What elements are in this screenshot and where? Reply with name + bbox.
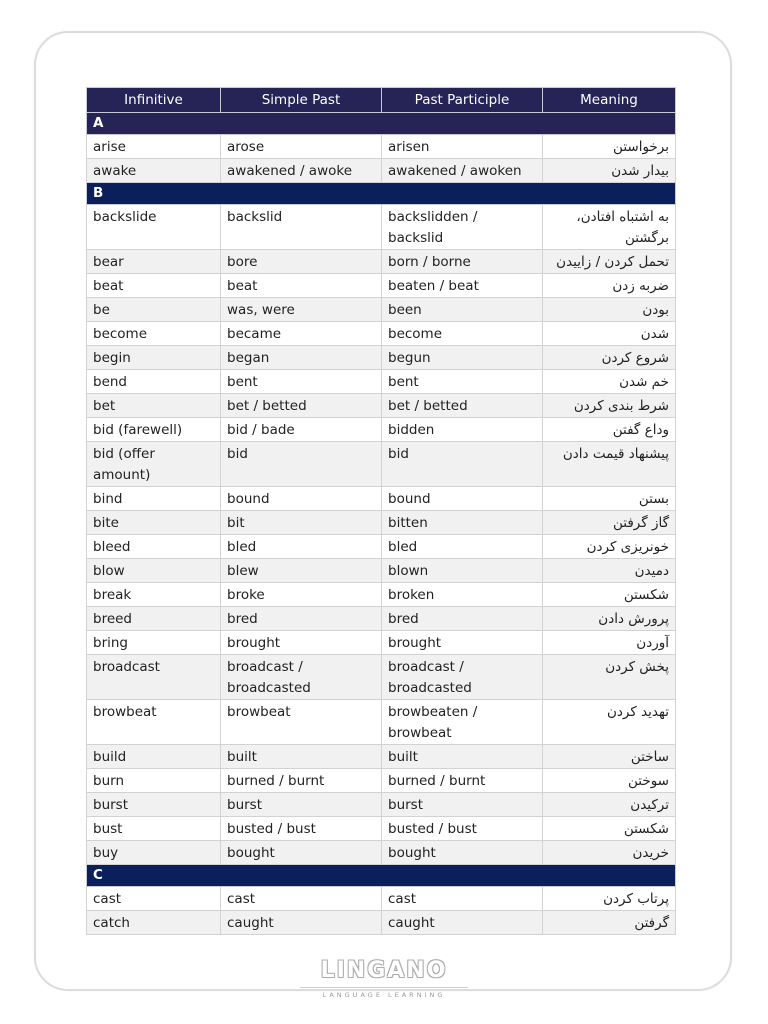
cell-infinitive: breed — [87, 607, 221, 631]
cell-meaning: ساختن — [543, 745, 676, 769]
cell-past-participle: arisen — [382, 135, 543, 159]
table-row — [87, 911, 676, 935]
table-row — [87, 559, 676, 583]
table-body — [87, 113, 676, 935]
cell-infinitive: burn — [87, 769, 221, 793]
cell-simple-past: bent — [221, 370, 382, 394]
cell-infinitive: bet — [87, 394, 221, 418]
header-infinitive: Infinitive — [87, 88, 221, 113]
table-row — [87, 394, 676, 418]
table-row — [87, 607, 676, 631]
cell-infinitive: begin — [87, 346, 221, 370]
cell-meaning: سوختن — [543, 769, 676, 793]
table-row — [87, 322, 676, 346]
cell-infinitive: bear — [87, 250, 221, 274]
cell-infinitive: backslide — [87, 205, 221, 250]
cell-meaning: پخش کردن — [543, 655, 676, 700]
table-row — [87, 817, 676, 841]
cell-infinitive: break — [87, 583, 221, 607]
cell-simple-past: bit — [221, 511, 382, 535]
cell-past-participle: burned / burnt — [382, 769, 543, 793]
cell-infinitive: build — [87, 745, 221, 769]
cell-past-participle: begun — [382, 346, 543, 370]
cell-simple-past: backslid — [221, 205, 382, 250]
cell-simple-past: began — [221, 346, 382, 370]
cell-past-participle: bred — [382, 607, 543, 631]
cell-simple-past: bought — [221, 841, 382, 865]
header-meaning: Meaning — [543, 88, 676, 113]
cell-simple-past: broke — [221, 583, 382, 607]
section-letter: B — [87, 183, 676, 205]
table-row — [87, 135, 676, 159]
cell-meaning: تحمل کردن / زاییدن — [543, 250, 676, 274]
section-row — [87, 183, 676, 205]
cell-meaning: ترکیدن — [543, 793, 676, 817]
cell-simple-past: broadcast / broadcasted — [221, 655, 382, 700]
cell-past-participle: caught — [382, 911, 543, 935]
table-row — [87, 442, 676, 487]
cell-past-participle: cast — [382, 887, 543, 911]
cell-simple-past: was, were — [221, 298, 382, 322]
cell-simple-past: bled — [221, 535, 382, 559]
cell-infinitive: cast — [87, 887, 221, 911]
table-row — [87, 250, 676, 274]
cell-simple-past: became — [221, 322, 382, 346]
header-simple-past: Simple Past — [221, 88, 382, 113]
cell-simple-past: bet / betted — [221, 394, 382, 418]
cell-infinitive: broadcast — [87, 655, 221, 700]
table-row — [87, 655, 676, 700]
cell-past-participle: bet / betted — [382, 394, 543, 418]
cell-simple-past: beat — [221, 274, 382, 298]
cell-simple-past: burned / burnt — [221, 769, 382, 793]
cell-meaning: آوردن — [543, 631, 676, 655]
cell-past-participle: busted / bust — [382, 817, 543, 841]
cell-simple-past: arose — [221, 135, 382, 159]
cell-past-participle: bent — [382, 370, 543, 394]
cell-simple-past: built — [221, 745, 382, 769]
table-row — [87, 511, 676, 535]
cell-meaning: برخواستن — [543, 135, 676, 159]
cell-meaning: شدن — [543, 322, 676, 346]
cell-infinitive: bid (farewell) — [87, 418, 221, 442]
cell-past-participle: burst — [382, 793, 543, 817]
table-row — [87, 205, 676, 250]
section-letter: C — [87, 865, 676, 887]
cell-infinitive: bid (offer amount) — [87, 442, 221, 487]
cell-simple-past: cast — [221, 887, 382, 911]
cell-past-participle: broken — [382, 583, 543, 607]
cell-past-participle: blown — [382, 559, 543, 583]
cell-simple-past: bound — [221, 487, 382, 511]
cell-past-participle: bid — [382, 442, 543, 487]
section-letter: A — [87, 113, 676, 135]
cell-simple-past: caught — [221, 911, 382, 935]
irregular-verbs-table — [86, 87, 676, 935]
table-row — [87, 346, 676, 370]
cell-infinitive: catch — [87, 911, 221, 935]
cell-past-participle: beaten / beat — [382, 274, 543, 298]
cell-infinitive: arise — [87, 135, 221, 159]
table-row — [87, 274, 676, 298]
section-row — [87, 865, 676, 887]
logo-wordmark: LINGANO — [320, 958, 448, 983]
cell-infinitive: become — [87, 322, 221, 346]
cell-infinitive: bring — [87, 631, 221, 655]
table-row — [87, 700, 676, 745]
cell-past-participle: broadcast / broadcasted — [382, 655, 543, 700]
cell-infinitive: bend — [87, 370, 221, 394]
cell-past-participle: brought — [382, 631, 543, 655]
cell-simple-past: bid / bade — [221, 418, 382, 442]
lingano-logo — [292, 958, 476, 1000]
cell-meaning: شروع کردن — [543, 346, 676, 370]
cell-infinitive: buy — [87, 841, 221, 865]
cell-meaning: خونریزی کردن — [543, 535, 676, 559]
cell-meaning: گاز گرفتن — [543, 511, 676, 535]
table-row — [87, 631, 676, 655]
cell-meaning: خریدن — [543, 841, 676, 865]
header-past-participle: Past Participle — [382, 88, 543, 113]
cell-infinitive: bleed — [87, 535, 221, 559]
cell-past-participle: become — [382, 322, 543, 346]
cell-meaning: به اشتباه افتادن، برگشتن — [543, 205, 676, 250]
cell-simple-past: bid — [221, 442, 382, 487]
table-row — [87, 887, 676, 911]
cell-meaning: ضربه زدن — [543, 274, 676, 298]
cell-past-participle: bitten — [382, 511, 543, 535]
cell-meaning: پیشنهاد قیمت دادن — [543, 442, 676, 487]
cell-infinitive: bite — [87, 511, 221, 535]
table-row — [87, 159, 676, 183]
cell-infinitive: browbeat — [87, 700, 221, 745]
logo-divider — [300, 987, 468, 988]
cell-meaning: شکستن — [543, 583, 676, 607]
cell-infinitive: burst — [87, 793, 221, 817]
cell-meaning: گرفتن — [543, 911, 676, 935]
cell-past-participle: bidden — [382, 418, 543, 442]
cell-past-participle: been — [382, 298, 543, 322]
cell-simple-past: blew — [221, 559, 382, 583]
cell-meaning: شکستن — [543, 817, 676, 841]
cell-past-participle: bled — [382, 535, 543, 559]
table-row — [87, 745, 676, 769]
cell-meaning: بیدار شدن — [543, 159, 676, 183]
cell-past-participle: bought — [382, 841, 543, 865]
cell-infinitive: bind — [87, 487, 221, 511]
cell-simple-past: burst — [221, 793, 382, 817]
cell-infinitive: be — [87, 298, 221, 322]
cell-meaning: تهدید کردن — [543, 700, 676, 745]
cell-meaning: وداع گفتن — [543, 418, 676, 442]
cell-simple-past: bred — [221, 607, 382, 631]
table-row — [87, 535, 676, 559]
table-row — [87, 841, 676, 865]
cell-meaning: پرتاب کردن — [543, 887, 676, 911]
cell-simple-past: bore — [221, 250, 382, 274]
logo-tagline: LANGUAGE LEARNING — [322, 991, 446, 999]
cell-past-participle: built — [382, 745, 543, 769]
table-header-row — [87, 88, 676, 113]
cell-infinitive: beat — [87, 274, 221, 298]
section-row — [87, 113, 676, 135]
cell-past-participle: awakened / awoken — [382, 159, 543, 183]
cell-meaning: بودن — [543, 298, 676, 322]
cell-simple-past: brought — [221, 631, 382, 655]
table-row — [87, 769, 676, 793]
cell-past-participle: bound — [382, 487, 543, 511]
cell-meaning: بستن — [543, 487, 676, 511]
cell-simple-past: browbeat — [221, 700, 382, 745]
cell-simple-past: busted / bust — [221, 817, 382, 841]
table-row — [87, 793, 676, 817]
cell-meaning: خم شدن — [543, 370, 676, 394]
table-row — [87, 370, 676, 394]
cell-meaning: دمیدن — [543, 559, 676, 583]
cell-meaning: شرط بندی کردن — [543, 394, 676, 418]
cell-past-participle: born / borne — [382, 250, 543, 274]
table-row — [87, 298, 676, 322]
cell-simple-past: awakened / awoke — [221, 159, 382, 183]
table-row — [87, 583, 676, 607]
cell-past-participle: browbeaten / browbeat — [382, 700, 543, 745]
cell-infinitive: bust — [87, 817, 221, 841]
cell-past-participle: backslidden / backslid — [382, 205, 543, 250]
cell-infinitive: blow — [87, 559, 221, 583]
cell-infinitive: awake — [87, 159, 221, 183]
table-row — [87, 487, 676, 511]
cell-meaning: پرورش دادن — [543, 607, 676, 631]
table-row — [87, 418, 676, 442]
